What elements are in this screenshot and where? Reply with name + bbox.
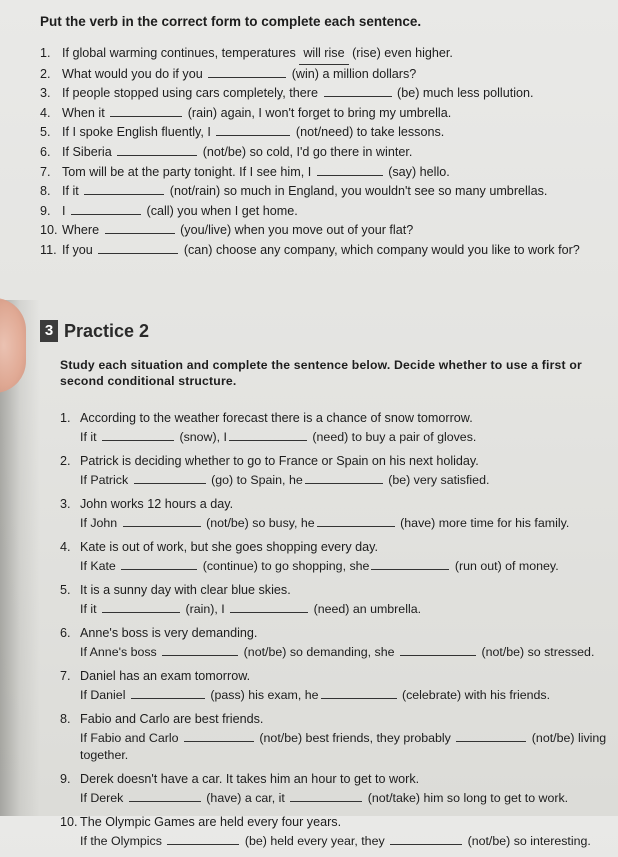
answer-blank[interactable] xyxy=(324,83,392,97)
list-item: 8. Fabio and Carlo are best friends. If Fabio and Carlo (not/be) best friends, they probably (not/be) living together. xyxy=(60,712,607,762)
answer-blank[interactable] xyxy=(102,599,180,613)
answer-blank[interactable] xyxy=(216,122,290,136)
list-item: 9. Derek doesn't have a car. It takes him an hour to get to work. If Derek (have) a car, it (not/take) him so long to get to work. xyxy=(60,772,569,805)
answer-blank[interactable] xyxy=(162,642,238,656)
answer-blank[interactable] xyxy=(317,162,383,176)
answer-blank[interactable] xyxy=(105,220,175,234)
answer-blank[interactable] xyxy=(84,181,164,195)
list-item: 6. Anne's boss is very demanding. If Anne's boss (not/be) so demanding, she (not/be) so stressed. xyxy=(60,626,595,659)
answer-blank[interactable] xyxy=(456,728,526,742)
answer-blank[interactable] xyxy=(390,831,462,845)
answer-blank[interactable] xyxy=(129,788,201,802)
list-item: 11. If you (can) choose any company, which company would you like to work for? xyxy=(40,240,610,260)
list-item: 2. What would you do if you (win) a million dollars? xyxy=(40,64,610,84)
list-item: 6. If Siberia (not/be) so cold, I'd go there in winter. xyxy=(40,142,610,162)
list-item: 9. I (call) you when I get home. xyxy=(40,201,610,221)
instructions: Study each situation and complete the sentence below. Decide whether to use a first or second conditional structure. xyxy=(60,358,582,388)
answer-blank[interactable] xyxy=(134,470,206,484)
answer-blank[interactable] xyxy=(321,685,397,699)
list-item: 10. Where (you/live) when you move out of your flat? xyxy=(40,220,610,240)
list-item: 7. Daniel has an exam tomorrow. If Daniel (pass) his exam, he (celebrate) with his friends. xyxy=(60,669,551,702)
list-item: 1. According to the weather forecast there is a chance of snow tomorrow. If it (snow), I (need) to buy a pair of gloves. xyxy=(60,411,477,444)
answer-blank[interactable] xyxy=(71,201,141,215)
list-item: 7. Tom will be at the party tonight. If I see him, I (say) hello. xyxy=(40,162,610,182)
list-item: 10. The Olympic Games are held every four years. If the Olympics (be) held every year, they (not/be) so interesting. xyxy=(60,815,591,848)
section-heading xyxy=(40,320,149,342)
answer-blank[interactable] xyxy=(110,103,182,117)
list-item: 3. If people stopped using cars completely, there (be) much less pollution. xyxy=(40,83,610,103)
list-item: 4. When it (rain) again, I won't forget to bring my umbrella. xyxy=(40,103,610,123)
answer-blank[interactable] xyxy=(371,556,449,570)
list-item: 5. If I spoke English fluently, I (not/need) to take lessons. xyxy=(40,122,610,142)
list-item: 4. Kate is out of work, but she goes shopping every day. If Kate (continue) to go shopping, she (run out) of money. xyxy=(60,540,559,573)
answer-blank[interactable] xyxy=(131,685,205,699)
answer-blank[interactable] xyxy=(290,788,362,802)
section-title: Practice 2 xyxy=(64,320,150,341)
answer-blank[interactable] xyxy=(117,142,197,156)
answer-blank[interactable] xyxy=(230,599,308,613)
exercise-title: Put the verb in the correct form to complete each sentence. xyxy=(40,14,422,29)
answer-blank[interactable] xyxy=(98,240,178,254)
answer-blank[interactable] xyxy=(184,728,254,742)
list-item: 1. If global warming continues, temperatures will rise (rise) even higher. xyxy=(40,44,610,64)
answer-blank[interactable] xyxy=(229,427,307,441)
answer-blank[interactable] xyxy=(167,831,239,845)
list-item: 8. If it (not/rain) so much in England, you wouldn't see so many umbrellas. xyxy=(40,181,610,201)
answer-blank[interactable] xyxy=(400,642,476,656)
list-item: 2. Patrick is deciding whether to go to France or Spain on his next holiday. If Patrick (go) to Spain, he (be) very satisfied. xyxy=(60,454,490,487)
answer-blank[interactable] xyxy=(317,513,395,527)
answer-blank-filled[interactable]: will rise xyxy=(299,44,348,65)
exercise2-list xyxy=(60,410,610,857)
answer-blank[interactable] xyxy=(208,64,286,78)
list-item: 3. John works 12 hours a day. If John (not/be) so busy, he (have) more time for his family. xyxy=(60,497,570,530)
list-item: 5. It is a sunny day with clear blue skies. If it (rain), I (need) an umbrella. xyxy=(60,583,422,616)
answer-blank[interactable] xyxy=(121,556,197,570)
answer-blank[interactable] xyxy=(305,470,383,484)
answer-blank[interactable] xyxy=(123,513,201,527)
exercise1-list xyxy=(40,44,610,260)
section-number-badge: 3 xyxy=(40,320,58,342)
answer-blank[interactable] xyxy=(102,427,174,441)
